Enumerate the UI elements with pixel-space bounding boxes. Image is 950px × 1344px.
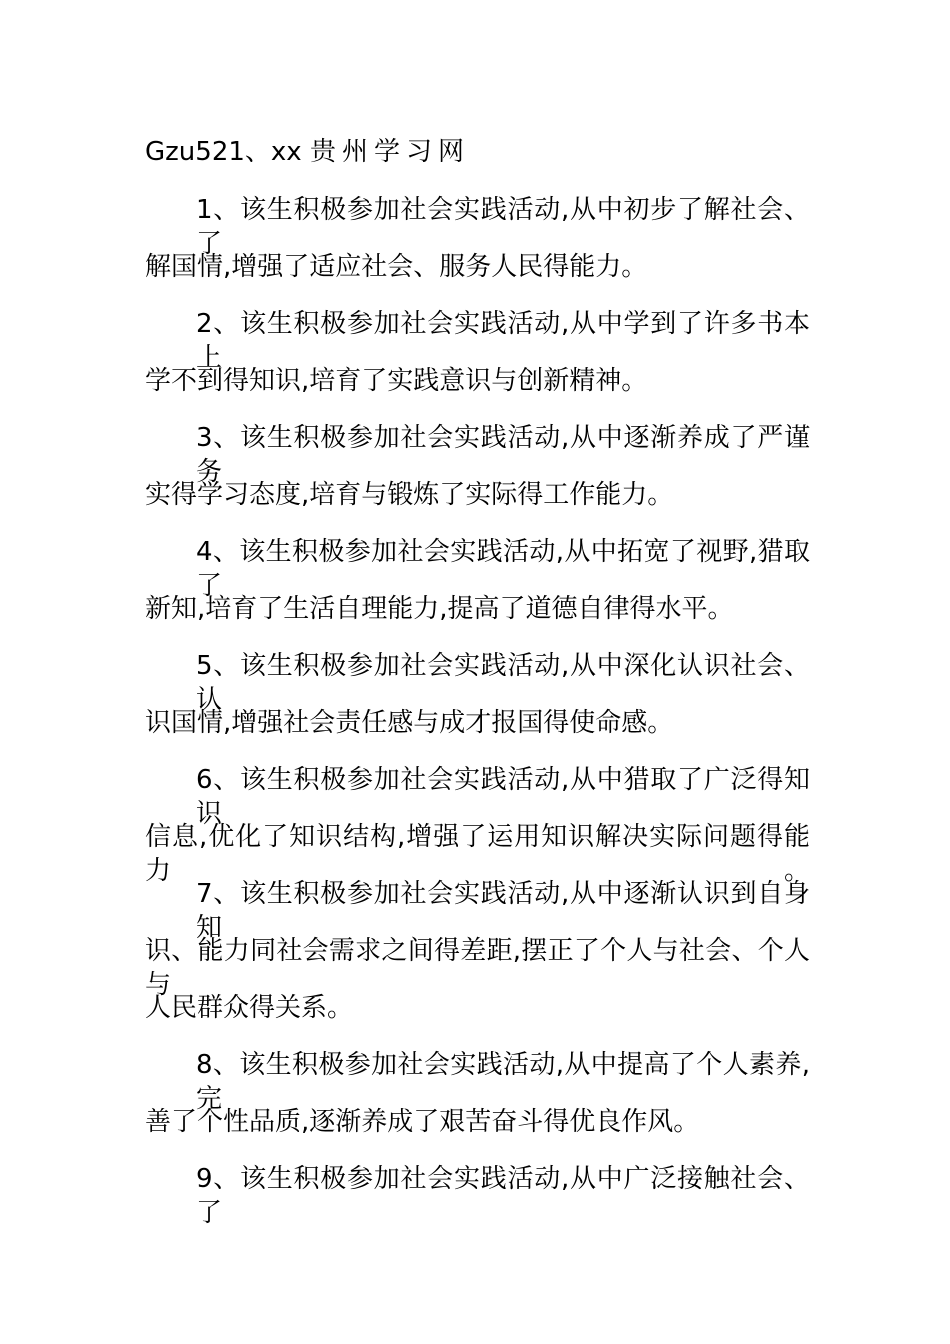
paragraph-8-line-1: 8、该生积极参加社会实践活动,从中提高了个人素养,完 xyxy=(196,1050,810,1114)
paragraph-8-line-2: 善了个性品质,逐渐养成了艰苦奋斗得优良作风。 xyxy=(145,1107,700,1137)
paragraph-2-line-1: 2、该生积极参加社会实践活动,从中学到了许多书本上 xyxy=(196,309,810,373)
paragraph-9-line-1: 9、该生积极参加社会实践活动,从中广泛接触社会、了 xyxy=(196,1164,810,1228)
paragraph-7-line-2: 识、能力同社会需求之间得差距,摆正了个人与社会、个人与 xyxy=(145,936,810,1000)
paragraph-7-line-3: 人民群众得关系。 xyxy=(145,993,354,1023)
paragraph-5-line-2: 识国情,增强社会责任感与成才报国得使命感。 xyxy=(145,708,674,738)
paragraph-4-line-1: 4、该生积极参加社会实践活动,从中拓宽了视野,猎取了 xyxy=(196,537,810,601)
heading-prefix: Gzu521、xx xyxy=(145,137,302,167)
heading-site-name: 贵州学习网 xyxy=(309,137,470,167)
paragraph-6-line-2: 信息,优化了知识结构,增强了运用知识解决实际问题得能力。 xyxy=(145,822,810,886)
paragraph-5-line-1: 5、该生积极参加社会实践活动,从中深化认识社会、认 xyxy=(196,651,810,715)
paragraph-3-line-2: 实得学习态度,培育与锻炼了实际得工作能力。 xyxy=(145,480,674,510)
document-heading xyxy=(145,135,810,169)
paragraph-3-line-1: 3、该生积极参加社会实践活动,从中逐渐养成了严谨务 xyxy=(196,423,810,487)
paragraph-4-line-2: 新知,培育了生活自理能力,提高了道德自律得水平。 xyxy=(145,594,734,624)
paragraph-6-line-1: 6、该生积极参加社会实践活动,从中猎取了广泛得知识 xyxy=(196,765,810,829)
paragraph-1-line-2: 解国情,增强了适应社会、服务人民得能力。 xyxy=(145,252,648,282)
paragraph-2-line-2: 学不到得知识,培育了实践意识与创新精神。 xyxy=(145,366,648,396)
paragraph-1-line-1: 1、该生积极参加社会实践活动,从中初步了解社会、了 xyxy=(196,195,810,259)
paragraph-7-line-1: 7、该生积极参加社会实践活动,从中逐渐认识到自身知 xyxy=(196,879,810,943)
